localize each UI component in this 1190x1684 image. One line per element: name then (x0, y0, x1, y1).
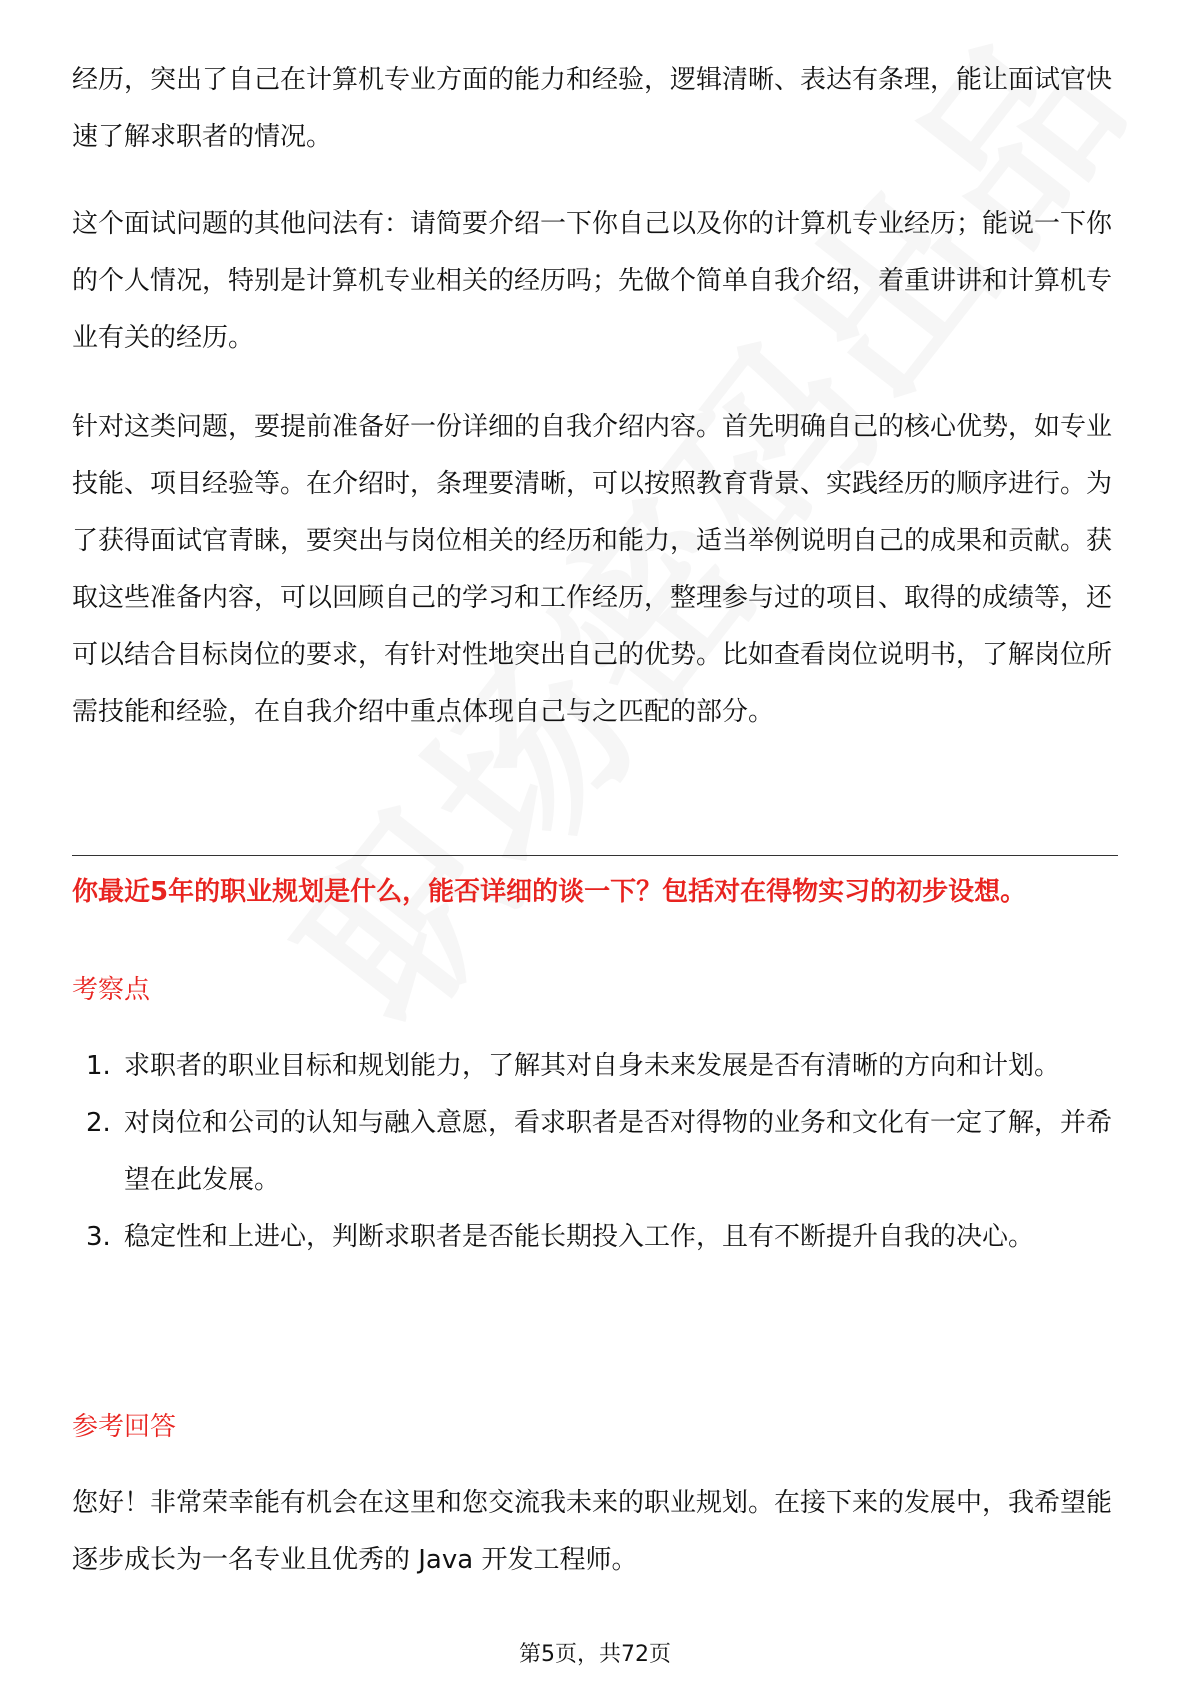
interview-question: 你最近5年的职业规划是什么，能否详细的谈一下？包括对在得物实习的初步设想。 (72, 877, 1027, 907)
paragraph-preparation-advice: 针对这类问题，要提前准备好一份详细的自我介绍内容。首先明确自己的核心优势，如专业技能、项目经验等。在介绍时，条理要清晰，可以按照教育背景、实践经历的顺序进行。为了获得面试官青睐，要突出与岗位相关的经历和能力，适当举例说明自己的成果和贡献。获取这些准备内容，可以回顾自己的学习和工作经历，整理参与过的项目、取得的成绩等，还可以结合目标岗位的要求，有针对性地突出自己的优势。比如查看岗位说明书，了解岗位所需技能和经验，在自我介绍中重点体现自己与之匹配的部分。 (72, 412, 1113, 727)
list-item-number: 1. (86, 1051, 111, 1081)
examine-points-list (72, 1038, 1118, 1266)
list-item-text: 求职者的职业目标和规划能力，了解其对自身未来发展是否有清晰的方向和计划。 (124, 1051, 1061, 1081)
page-footer: 第5页，共72页 (519, 1642, 671, 1667)
list-item (72, 1038, 1118, 1095)
list-item-number: 2. (86, 1108, 111, 1138)
reference-answer-text: 您好！非常荣幸能有机会在这里和您交流我未来的职业规划。在接下来的发展中，我希望能逐步成长为一名专业且优秀的 Java 开发工程师。 (72, 1488, 1113, 1575)
paragraph-continuation: 经历，突出了自己在计算机专业方面的能力和经验，逻辑清晰、表达有条理，能让面试官快速了解求职者的情况。 (72, 65, 1113, 152)
list-item (72, 1209, 1118, 1266)
paragraph-alternative-questions: 这个面试问题的其他问法有：请简要介绍一下你自己以及你的计算机专业经历；能说一下你的个人情况，特别是计算机专业相关的经历吗；先做个简单自我介绍，着重讲讲和计算机专业有关的经历。 (72, 209, 1113, 353)
list-item (72, 1095, 1118, 1209)
list-item-text: 稳定性和上进心，判断求职者是否能长期投入工作，且有不断提升自我的决心。 (124, 1222, 1035, 1252)
reference-answer-heading: 参考回答 (72, 1412, 177, 1442)
examine-points-heading: 考察点 (72, 975, 151, 1005)
list-item-text: 对岗位和公司的认知与融入意愿，看求职者是否对得物的业务和文化有一定了解，并希望在此发展。 (124, 1108, 1113, 1195)
list-item-number: 3. (86, 1222, 111, 1252)
section-divider (72, 855, 1118, 856)
